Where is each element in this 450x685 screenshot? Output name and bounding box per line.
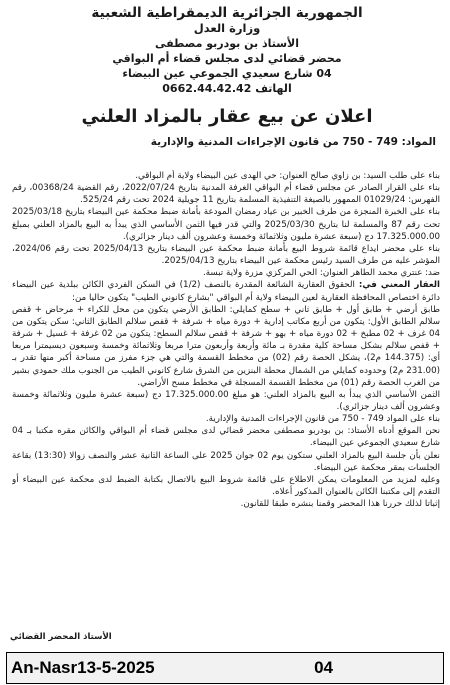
body-paragraph: بناء على المواد 749 - 750 من قانون الإجراءات المدنية والإدارية. bbox=[205, 414, 440, 425]
property-label: العقار المعني في: bbox=[358, 280, 440, 291]
body-paragraph: بناء على الخبرة المنجزة من طرف الخبير بن عياد رمضان المودعة بأمانة ضبط محكمة عين البيضاء بتاريخ 2025/03/18 تحت رقم 87 والمسلمة لنا بتاريخ 2025/03/30 والتي قدر فيها الثمن الأساسي الذي يبدأ به البيع بالمزاد العلني بمبلغ 17.325.000.00 دج (سبعة عشرة مليون وثلاثمائة وخمسة وعشرون ألف دينار جزائري). bbox=[12, 207, 440, 242]
body-paragraph: ضد: عنتري محمد الطاهر العنوان: الحي المركزي مزرة ولاية تبسة. bbox=[202, 268, 440, 279]
body-paragraph: الثمن الأساسي الذي يبدأ به البيع بالمزاد العلني: هو مبلغ 17.325.000.00 دج (سبعة عشرة مليون وثلاثمائة وخمسة وعشرون ألف دينار جزائري). bbox=[12, 389, 440, 412]
bailiff-signature: الأستاذ المحضر القضائي bbox=[10, 632, 112, 642]
bailiff-office: محضر قضائي لدى مجلس قضاء أم البواقي bbox=[112, 52, 342, 65]
property-description: الحقوق العقارية الشائعة المقدرة بالنصف (1/2) في السكن الفردي الكائن ببلدية عين البيضاء دائرة اختصاص المحافظة العقارية لعين البيضاء ولاية أم البواقي "بشارع كانوني الطيب" يتكون حاليا من: bbox=[12, 280, 440, 303]
body-paragraph: طابق أرضي + طابق أول + طابق ثاني + سطح كمايلي: الطابق الأرضي يتكون من محل للكراء + مرحاض + قفص سلالم الطابق الأول: يتكون من أربع مكاتب إدارية + دورة مياه + شرفة + قفص سلالم الطابق الثاني: سكن يتكون من 04 غرف + 02 مطبخ + 02 دورة مياه + بهو + شرفة + قفص سلالم السطح: يتكون من 02 غرفة + غسيل + شرفة + قفص سلالم بشكل مساحة كلية مقدرة بـ مائة وأربعة وأربعون مترا مربعا وثلاثمائة وخمسة وسبعون ديسيمترا مربعا أي: (144.375 م2)، يشكل الحصة رقم (02) من مخطط القسمة والتي هي جزء مفرز من مساحة أكبر منها تقدر بـ (231.00 م2) وحدوده كمايلي من الشمال محطة البنزين من الشرق شارع كانوني الطيب من الجنوب ملك حمودي بشير من الغرب الحصة رقم (01) من مخطط القسمة المسجلة في مخطط مسح الأراضي. bbox=[12, 304, 440, 388]
body-paragraph bbox=[12, 279, 440, 303]
body-paragraph: بناء على القرار الصادر عن مجلس قضاء أم البواقي الغرفة المدنية بتاريخ 2022/07/24، رقم القضية 00368/24، رقم الفهرس: 01029/24 الممهور بالصيغة التنفيذية المسلمة بتاريخ 11 جويلية 2024 تحت رقم 525/24. bbox=[12, 183, 440, 206]
republic-heading: الجمهورية الجزائرية الديمقراطية الشعبية bbox=[91, 5, 363, 21]
body-paragraph: بناء على طلب السيد: بن زاوي صالح العنوان: حي الهدى عين البيضاء ولاية أم البواقي. bbox=[135, 171, 440, 181]
notice-title: اعلان عن بيع عقار بالمزاد العلني bbox=[81, 106, 373, 127]
newspaper-footer bbox=[6, 652, 444, 684]
body-paragraph: وعليه لمزيد من المعلومات يمكن الاطلاع على قائمة شروط البيع بالاتصال بكتابة الضبط لدى محكمة عين البيضاء أو التقدم إلى مكتبنا الكائن بالعنوان المذكور أعلاه. bbox=[12, 474, 440, 498]
office-address: 04 شارع سعيدي الجموعي عين البيضاء bbox=[122, 67, 332, 80]
office-phone: الهاتف 0662.44.42.42 bbox=[162, 82, 292, 95]
newspaper-date: An-Nasr13-5-2025 bbox=[11, 658, 155, 677]
body-paragraph: نعلن بأن جلسة البيع بالمزاد العلني ستكون يوم 02 جوان 2025 على الساعة الثانية عشر والنصف زوالا (13:30) بقاعة الجلسات بمقر محكمة عين البيضاء. bbox=[12, 450, 440, 473]
notice-body bbox=[12, 170, 440, 632]
bailiff-name: الأستاذ بن بودربو مصطفى bbox=[154, 37, 299, 50]
ministry-heading: وزارة العدل bbox=[193, 21, 261, 35]
body-paragraph: إثباتا لذلك حررنا هذا المحضر وقمنا بنشره طبقا للقانون. bbox=[240, 499, 440, 510]
body-paragraph: نحن الموقع أدناه الأستاذ: بن بودربو مصطفى محضر قضائي لدى مجلس قضاء أم البواقي والكائن مقره مكتبا بـ 04 شارع سعيدي الجموعي عين البيضاء. bbox=[12, 426, 440, 449]
page-number: 04 bbox=[314, 658, 333, 677]
legal-notice bbox=[8, 0, 446, 650]
notice-legal-articles: المواد: 749 - 750 من قانون الإجراءات المدنية والإدارية bbox=[150, 136, 436, 148]
body-paragraph: بناء على محضر ايداع قائمة شروط البيع بأمانة ضبط محكمة عين البيضاء بتاريخ 2025/04/13 تحت رقم 2024/06، المؤشر عليه من طرف السيد رئيس محكمة عين البيضاء بتاريخ 2025/04/13. bbox=[12, 243, 440, 267]
